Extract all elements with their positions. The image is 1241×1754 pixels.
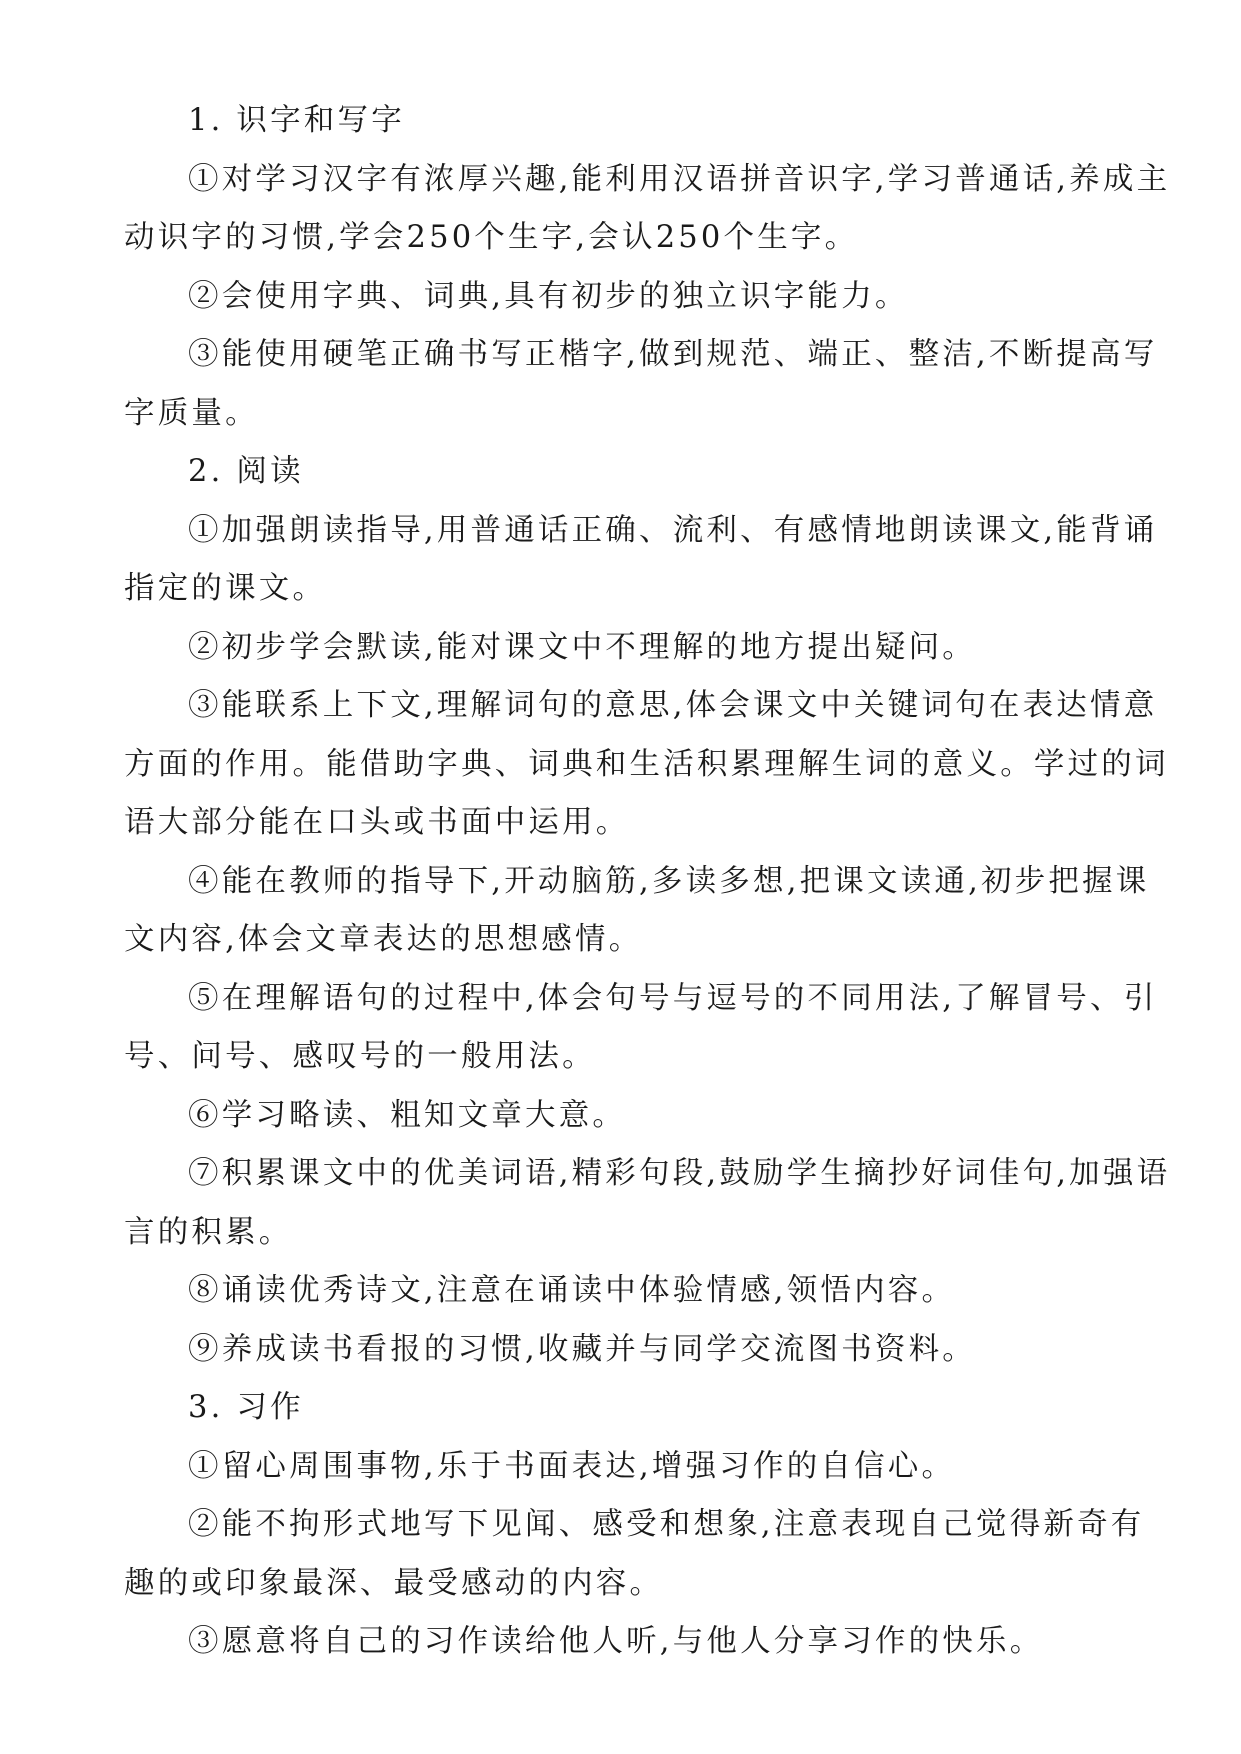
list-item: ⑧诵读优秀诗文,注意在诵读中体验情感,领悟内容。 (188, 1273, 956, 1308)
list-item: ③能使用硬笔正确书写正楷字,做到规范、端正、整洁,不断提高写字质量。 (124, 337, 1158, 431)
list-item: ③能联系上下文,理解词句的意思,体会课文中关键词句在表达情意方面的作用。能借助字典、词典和生活积累理解生词的意义。学过的词语大部分能在口头或书面中运用。 (124, 688, 1169, 840)
list-item: ⑦积累课文中的优美词语,精彩句段,鼓励学生摘抄好词佳句,加强语言的积累。 (124, 1156, 1171, 1250)
list-item: ②能不拘形式地写下见闻、感受和想象,注意表现自己觉得新奇有趣的或印象最深、最受感动的内容。 (124, 1507, 1145, 1601)
section-heading: 1. 识字和写字 (188, 103, 405, 138)
list-item: ⑨养成读书看报的习惯,收藏并与同学交流图书资料。 (188, 1331, 976, 1367)
list-item: ②初步学会默读,能对课文中不理解的地方提出疑问。 (188, 629, 976, 665)
section-heading: 2. 阅读 (188, 454, 304, 489)
list-item: ③愿意将自己的习作读给他人听,与他人分享习作的快乐。 (188, 1624, 1044, 1659)
list-item: ①留心周围事物,乐于书面表达,增强习作的自信心。 (188, 1448, 956, 1484)
list-item: ⑤在理解语句的过程中,体会句号与逗号的不同用法,了解冒号、引号、问号、感叹号的一般用法。 (124, 980, 1158, 1074)
list-item: ②会使用字典、词典,具有初步的独立识字能力。 (188, 278, 909, 314)
section-heading: 3. 习作 (188, 1390, 304, 1425)
list-item: ⑥学习略读、粗知文章大意。 (188, 1097, 627, 1133)
list-item: ①对学习汉字有浓厚兴趣,能利用汉语拼音识字,学习普通话,养成主动识字的习惯,学会250个生字,会认250个生字。 (124, 161, 1171, 255)
list-item: ④能在教师的指导下,开动脑筋,多读多想,把课文读通,初步把握课文内容,体会文章表达的思想感情。 (124, 863, 1150, 957)
list-item: ①加强朗读指导,用普通话正确、流利、有感情地朗读课文,能背诵指定的课文。 (124, 512, 1158, 606)
